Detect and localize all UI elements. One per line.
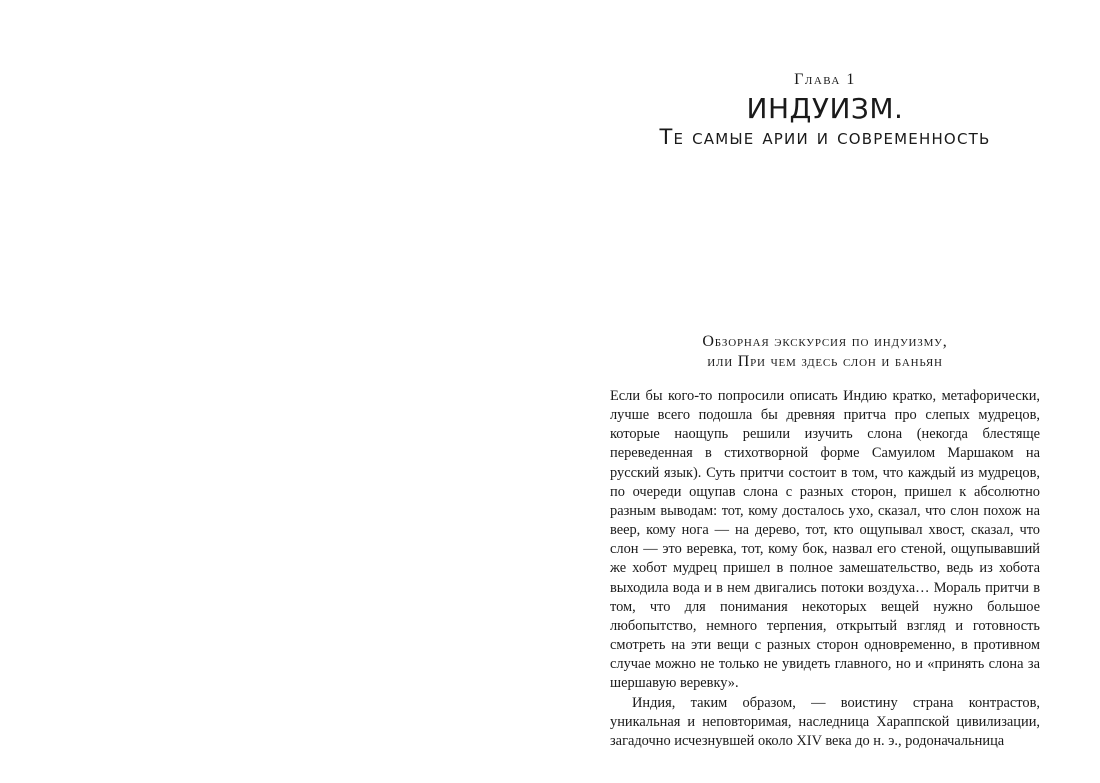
section-heading-line-2: или При чем здесь слон и баньян: [707, 353, 943, 370]
section-heading-line-1: Обзорная экскурсия по индуизму,: [702, 333, 948, 350]
right-page: [550, 0, 1100, 783]
chapter-label: Глава 1: [794, 71, 856, 88]
body-text: [610, 387, 1040, 751]
section-heading: [550, 332, 1100, 372]
paragraph-2: Индия, таким образом, — воистину страна контрастов, уникальная и неповторимая, наследница Хараппской цивилизации, загадочно исчезнувшей около XIV века до н. э., родоначальница: [610, 694, 1040, 749]
chapter-title-subtitle: Те самые арии и современность: [659, 125, 991, 150]
chapter-title-main: ИНДУИЗМ.: [746, 92, 904, 125]
paragraph-1: Если бы кого-то попросили описать Индию кратко, метафорически, лучше всего подошла бы древняя притча про слепых мудрецов, которые наощупь решили изучить слона (некогда блестяще переведенная в стихотворной форме Самуилом Маршаком на русский язык). Суть притчи состоит в том, что каждый из мудрецов, по очереди ощупав слона с разных сторон, пришел к абсолютно разным выводам: тот, кому досталось ухо, сказал, что слон похож на веер, кому нога — на дерево, тот, кто ощупывал хвост, сказал, что слон — это веревка, тот, кому бок, назвал его стеной, ощупывавший же хобот мудрец пришел в полное замешательство, ведь из хобота выходила вода и в нем двигались потоки воздуха… Мораль притчи в том, что для понимания некоторых вещей нужно большое любопытство, немного терпения, открытый взгляд и готовность смотреть на эти вещи с разных сторон одновременно, в противном случае можно не только не увидеть главного, но и «принять слона за шершавую веревку».: [610, 388, 1040, 692]
chapter-title: [550, 93, 1100, 149]
